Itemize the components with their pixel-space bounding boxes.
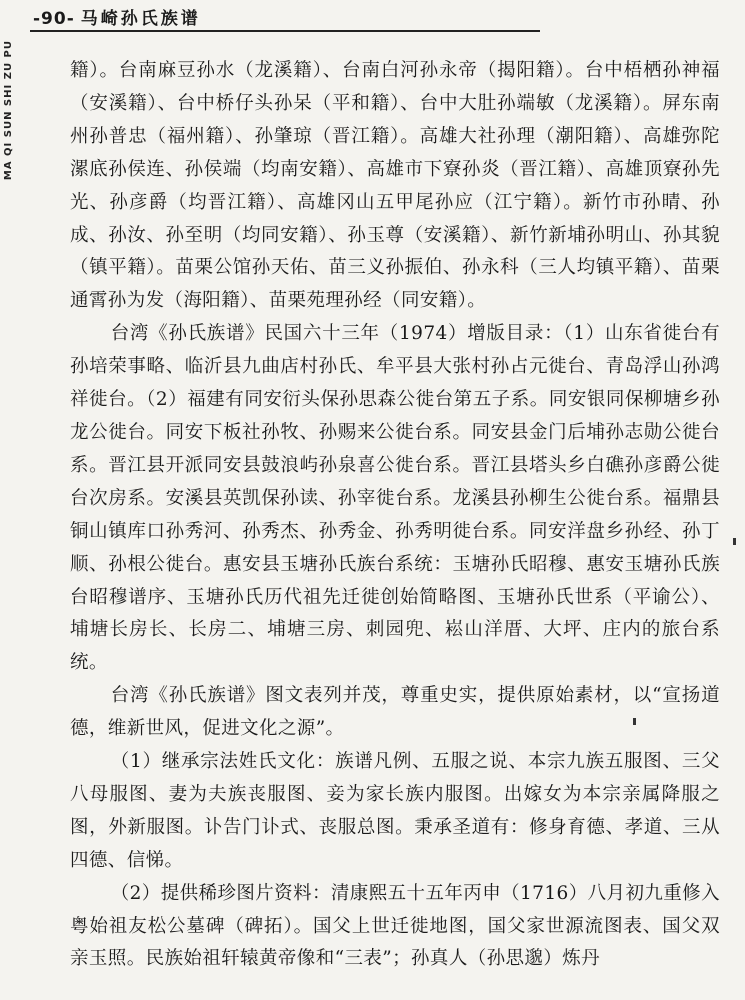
paragraph-4: （1）继承宗法姓氏文化：族谱凡例、五服之说、本宗九族五服图、三父八母服图、妻为夫族丧服图、妾为家长族内服图。出嫁女为本宗亲属降服之图，外新服图。讣告门讣式、丧服总图。秉承圣道有：修身育德、孝道、三从四德、信悌。 [70, 751, 720, 871]
scan-mark [633, 718, 636, 725]
page-header [0, 0, 745, 36]
running-head [33, 4, 201, 29]
paragraph-1: 籍）。台南麻豆孙水（龙溪籍）、台南白河孙永帝（揭阳籍）。台中梧栖孙神福（安溪籍）、台中桥仔头孙呆（平和籍）、台中大肚孙端敏（龙溪籍）。屏东南州孙普忠（福州籍）、孙肇琼（晋江籍）。高雄大社孙理（潮阳籍）、高雄弥陀漯底孙侯连、孙侯端（均南安籍）、高雄市下寮孙炎（晋江籍）、高雄顶寮孙先光、孙彦爵（均晋江籍）、高雄冈山五甲尾孙应（江宁籍）。新竹市孙晴、孙成、孙汝、孙至明（均同安籍）、孙玉尊（安溪籍）、新竹新埔孙明山、孙其貌（镇平籍）。苗栗公馆孙天佑、苗三义孙振伯、孙永科（三人均镇平籍）、苗栗通霄孙为发（海阳籍）、苗栗苑理孙经（同安籍）。 [70, 60, 720, 312]
header-rule [30, 30, 540, 32]
paragraph-3: 台湾《孙氏族谱》图文表列并茂，尊重史实，提供原始素材，以“宣扬道德，维新世风，促进文化之源”。 [70, 685, 720, 740]
paragraph-5: （2）提供稀珍图片资料：清康熙五十五年丙申（1716）八月初九重修入粤始祖友松公墓碑（碑拓）。国父上世迁徙地图，国父家世源流图表、国父双亲玉照。民族始祖轩辕黄帝像和“三表”；孙真人（孙思邈）炼丹 [70, 882, 720, 970]
paragraph-2: 台湾《孙氏族谱》民国六十三年（1974）增版目录：（1）山东省徙台有孙培荣事略、临沂县九曲店村孙氏、牟平县大张村孙占元徙台、青岛浮山孙鸿祥徙台。（2）福建有同安衍头保孙思森公徙台第五子系。同安银同保柳塘乡孙龙公徙台。同安下板社孙牧、孙赐来公徙台系。同安县金门后埔孙志勋公徙台系。晋江县开派同安县鼓浪屿孙泉喜公徙台系。晋江县塔头乡白礁孙彦爵公徙台次房系。安溪县英凯保孙读、孙宰徙台系。龙溪县孙柳生公徙台系。福鼎县铜山镇库口孙秀河、孙秀杰、孙秀金、孙秀明徙台系。同安洋盘乡孙经、孙丁顺、孙根公徙台。惠安县玉塘孙氏族台系统：玉塘孙氏昭穆、惠安玉塘孙氏族台昭穆谱序、玉塘孙氏历代祖先迁徙创始简略图、玉塘孙氏世系（平谕公）、埔塘长房长、长房二、埔塘三房、刺园兜、崧山洋厝、大坪、庄内的旅台系统。 [70, 323, 720, 674]
book-title: 马崎孙氏族谱 [80, 9, 201, 29]
main-text [70, 55, 720, 976]
page-number: -90- [33, 9, 75, 29]
scan-mark [733, 538, 736, 545]
side-margin-text: MA QI SUN SHI ZU PU [3, 40, 14, 181]
